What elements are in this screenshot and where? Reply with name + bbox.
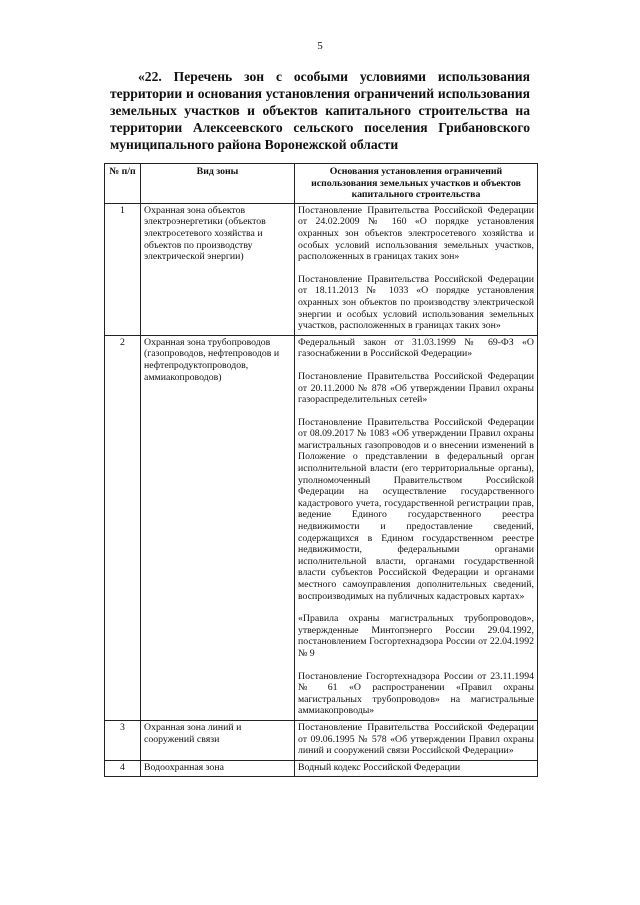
basis-item: Водный кодекс Российской Федерации: [298, 761, 461, 773]
row-number: 4: [105, 760, 141, 777]
header-number: № п/п: [105, 164, 141, 204]
basis-item: Федеральный закон от 31.03.1999 № 69-ФЗ «О газоснабжении в Российской Федерации»: [298, 336, 534, 360]
basis-item: Постановление Правительства Российской Федерации от 18.11.2013 № 1033 «О порядке установления охранных зон объектов по производству электрической энергии и особых условий использования земельных участков, расположенных в границах таких зон»: [298, 273, 534, 332]
row-zone-type: Охранная зона трубопроводов (газопроводов, нефтепроводов и нефтепродуктопроводов, аммиакопроводов): [141, 335, 295, 720]
row-number: 2: [105, 335, 141, 720]
basis-item: Постановление Правительства Российской Федерации от 24.02.2009 № 160 «О порядке установления охранных зон объектов электросетевого хозяйства и особых условий использования земельных участков, расположенных в границах таких зон»: [298, 204, 534, 263]
basis-item: Постановление Госгортехнадзора России от 23.11.1994 № 61 «О распространении «Правил охраны магистральных трубопроводов» на магистральные аммиакопроводы»: [298, 670, 534, 717]
zones-table: [104, 163, 538, 777]
basis-item: Постановление Правительства Российской Федерации от 08.09.2017 № 1083 «Об утверждении Правил охраны магистральных газопроводов и о внесении изменений в Положение о представлении в федеральный орган исполнительной власти (его территориальные органы), уполномоченный Правительством Российской Федерации на осуществление государственного кадастрового учета, государственной регистрации прав, ведение Единого государственного реестра недвижимости и предоставление сведений, содержащихся в Едином государственном реестре недвижимости, федеральными органами исполнительной власти, органами государственной власти субъектов Российской Федерации и органами местного самоуправления дополнительных сведений, воспроизводимых на публичных кадастровых картах»: [298, 416, 534, 602]
row-zone-type: Охранная зона линий и сооружений связи: [141, 720, 295, 760]
row-basis: [295, 720, 538, 760]
row-number: 1: [105, 203, 141, 335]
table-row: [105, 335, 538, 720]
section-heading: [110, 68, 530, 153]
row-basis: [295, 760, 538, 777]
table-row: [105, 203, 538, 335]
row-basis: [295, 335, 538, 720]
table-row: [105, 760, 538, 777]
row-basis: [295, 203, 538, 335]
section-heading-text: «22. Перечень зон с особыми условиями использования территории и основания установления ограничений использования земельных участков и объектов капитального строительства на территории Алексеевского сельского поселения Грибановского муниципального района Воронежской области: [110, 69, 530, 152]
row-zone-type: Охранная зона объектов электроэнергетики (объектов электросетевого хозяйства и объектов по производству электрической энергии): [141, 203, 295, 335]
basis-item: Постановление Правительства Российской Федерации от 20.11.2000 № 878 «Об утверждении Правил охраны газораспределительных сетей»: [298, 370, 534, 406]
header-basis: Основания установления ограничений использования земельных участков и объектов капитального строительства: [295, 164, 538, 204]
basis-item: «Правила охраны магистральных трубопроводов», утвержденные Минтопэнерго России 29.04.1992, постановлением Госгортехнадзора России от 22.04.1992 № 9: [298, 613, 534, 659]
row-zone-type: Водоохранная зона: [141, 760, 295, 777]
header-zone-type: Вид зоны: [141, 164, 295, 204]
basis-item: Постановление Правительства Российской Федерации от 09.06.1995 № 578 «Об утверждении Правил охраны линий и сооружений связи Российской Федерации»: [298, 721, 534, 757]
table-header-row: [105, 164, 538, 204]
page-number: 5: [317, 40, 323, 52]
table-row: [105, 720, 538, 760]
row-number: 3: [105, 720, 141, 760]
